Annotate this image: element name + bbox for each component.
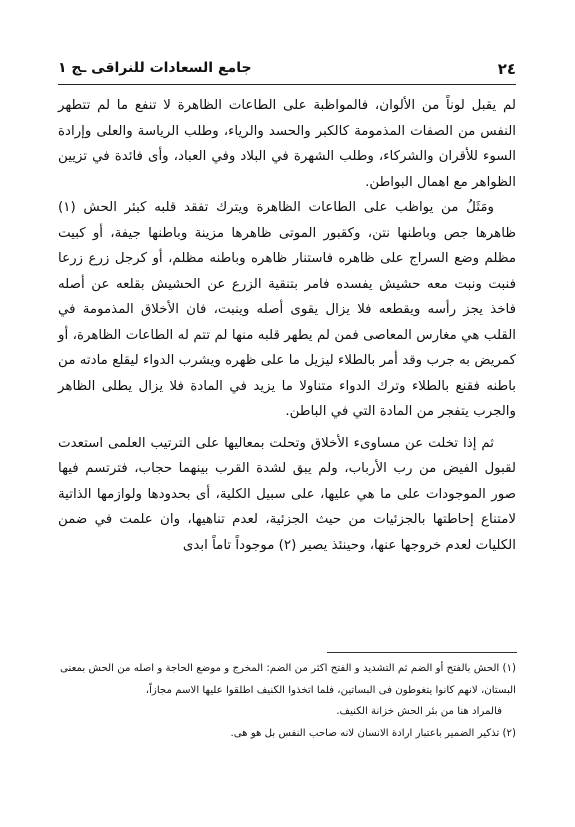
footnote-2: (٢) تذكير الضمير باعتبار ارادة الانسان لانه صاحب النفس بل هو هى. xyxy=(230,727,516,739)
page-number: ٢٤ xyxy=(497,60,516,78)
paragraph-2: ومَثَلُ من يواظب على الطاعات الظاهرة ويترك تفقد قلبه كبئر الحش (١) ظاهرها جص وباطنها نتن، وكقبور الموتى ظاهرها مزينة وباطنها جيفة، أو كبيت مظلم وضع السراج على ظاهره فاستنار ظاهره وباطنه مظلم، أو كرجل زرع زرعا فنبت ونبت معه حشيش يفسده فامر بتنقية الزرع عن الحشيش بقلعه عن أصله فاخذ يجز رأسه ويقطعه فلا يزال يقوى أصله وينبت، فان الأخلاق المذمومة في القلب هي مغارس المعاصى فمن لم يطهر قلبه منها لم تتم له الطاعات الظاهرة، أو كمريض به جرب وقد أمر بالطلاء ليزيل ما على ظهره ويشرب الدواء ليقلع مادته من باطنه فقنع بالطلاء وترك الدواء متناولا ما يزيد في المادة فلا يزال يطلى الظاهر والجرب يتفجر من المادة التي في الباطن. xyxy=(58,200,516,419)
page-header xyxy=(58,58,516,82)
footnote-divider xyxy=(327,652,517,653)
footnote-1-continued: فالمراد هنا من بئر الحش خزانة الكنيف. xyxy=(336,706,502,717)
footnotes xyxy=(60,658,516,744)
footnote-1: (١) الحش بالفتح أو الضم ثم التشديد و الفتح اكثر من الضم: المخرج و موضع الحاجة و اصله من الحش بمعنى البستان، لانهم كانوا يتغوطون فى البساتين، فلما اتخذوا الكنيف اطلقوا عليها الاسم مجازاً، xyxy=(60,663,516,696)
paragraph-3: ثم إذا تخلت عن مساوىء الأخلاق وتحلت بمعاليها على الترتيب العلمى استعدت لقبول الفيض من رب الأرباب، ولم يبق لشدة القرب بينهما حجاب، فترتسم فيها صور الموجودات على ما هي عليها، على سبيل الكلية، أى بحدودها ولوازمها الذاتية لامتناع إحاطتها بالجزئيات من حيث الجزئية، لعدم تناهيها، وان علمت في ضمن الكليات لعدم خروجها عنها، وحينئذ يصير (٢) موجوداً تاماً ابدى xyxy=(58,435,516,553)
running-title: جامع السعادات للنراقى ـج ١ xyxy=(58,60,252,76)
paragraph-1: لم يقبل لوناً من الألوان، فالمواظبة على الطاعات الظاهرة لا تنفع ما لم تتطهر النفس من الصفات المذمومة كالكبر والحسد والرياء، وطلب الرياسة والعلى وإرادة السوء للأقران والشركاء، وطلب الشهرة في البلاد وفي العباد، وأى فائدة في تزيين الظواهر مع اهمال البواطن. xyxy=(58,98,516,190)
body-text xyxy=(58,93,516,558)
header-divider xyxy=(58,84,516,85)
